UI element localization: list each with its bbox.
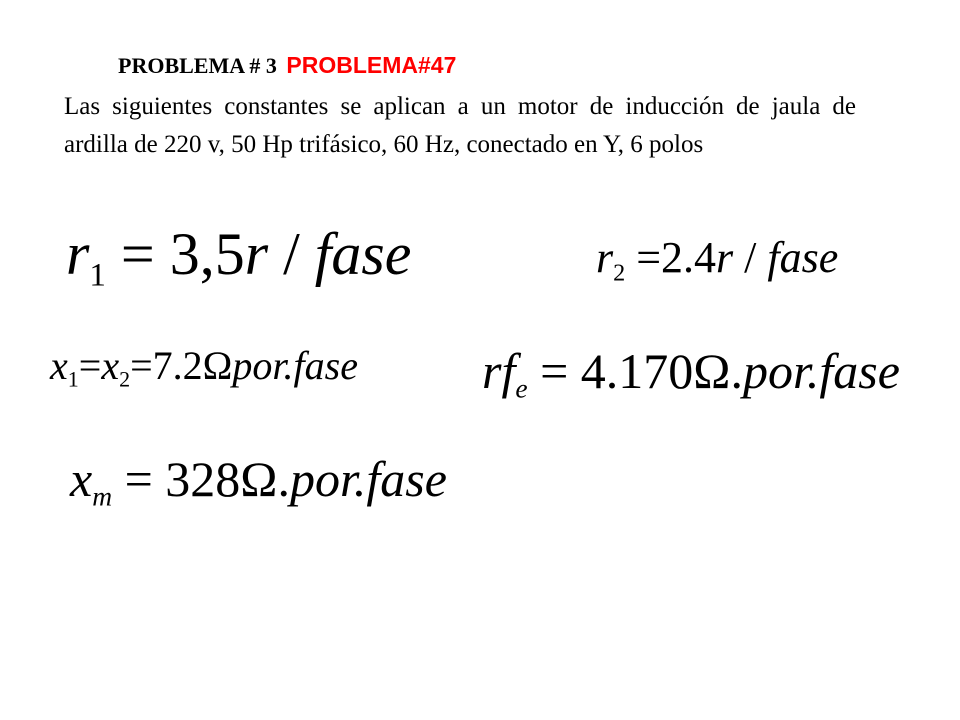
eq-rfe-equals: = [540,343,569,399]
eq-rfe-unit: por.fase [742,343,900,399]
eq-r1-slash: / [283,221,300,287]
eq-rfe-var: rf [482,343,516,399]
eq-r1-var: r [66,221,90,287]
problem-title [118,52,456,79]
eq-xm-sub: m [92,480,113,512]
eq-x2-equals: = [130,343,153,388]
equation-xm [70,451,447,512]
eq-r1-value: 3,5 [169,221,245,287]
eq-r1-equals: = [120,221,155,287]
eq-r1-sub: 1 [89,257,106,294]
eq-x12-unit: por.fase [232,343,358,388]
eq-r2-unit-var: r [716,233,734,282]
eq-r2-equals: = [636,233,662,282]
eq-x2-sub: 2 [119,366,131,392]
equation-rfe [482,343,900,404]
eq-r2-slash: / [744,233,757,282]
eq-r2-unit: fase [767,233,839,282]
eq-rfe-value: 4.170Ω. [580,343,743,399]
eq-xm-var: x [70,451,93,507]
eq-r1-unit-var: r [244,221,269,287]
eq-rfe-sub: e [515,372,528,404]
eq-xm-equals: = [124,451,153,507]
eq-r2-value: 2.4 [661,233,717,282]
equation-r2 [596,233,839,287]
eq-x1-var: x [50,343,68,388]
equation-x1-x2 [50,343,358,392]
equation-r1 [66,221,412,294]
eq-x2-var: x [101,343,120,388]
eq-xm-value: 328Ω. [165,451,290,507]
problem-number-highlight: PROBLEMA#47 [286,52,457,78]
problem-number-label: PROBLEMA # 3 [118,53,277,78]
problem-description: Las siguientes constantes se aplican a un motor de inducción de jaula de ardilla de 220 v, 50 Hp trifásico, 60 Hz, conectado en Y, 6 polos [64,93,856,158]
eq-r2-sub: 2 [613,259,626,287]
eq-x1-equals: = [78,343,102,388]
eq-x1-sub: 1 [67,366,79,392]
eq-r2-var: r [596,233,614,282]
eq-r1-unit: fase [314,221,412,287]
eq-xm-unit: por.fase [289,451,447,507]
eq-x12-value: 7.2Ω [152,343,233,388]
